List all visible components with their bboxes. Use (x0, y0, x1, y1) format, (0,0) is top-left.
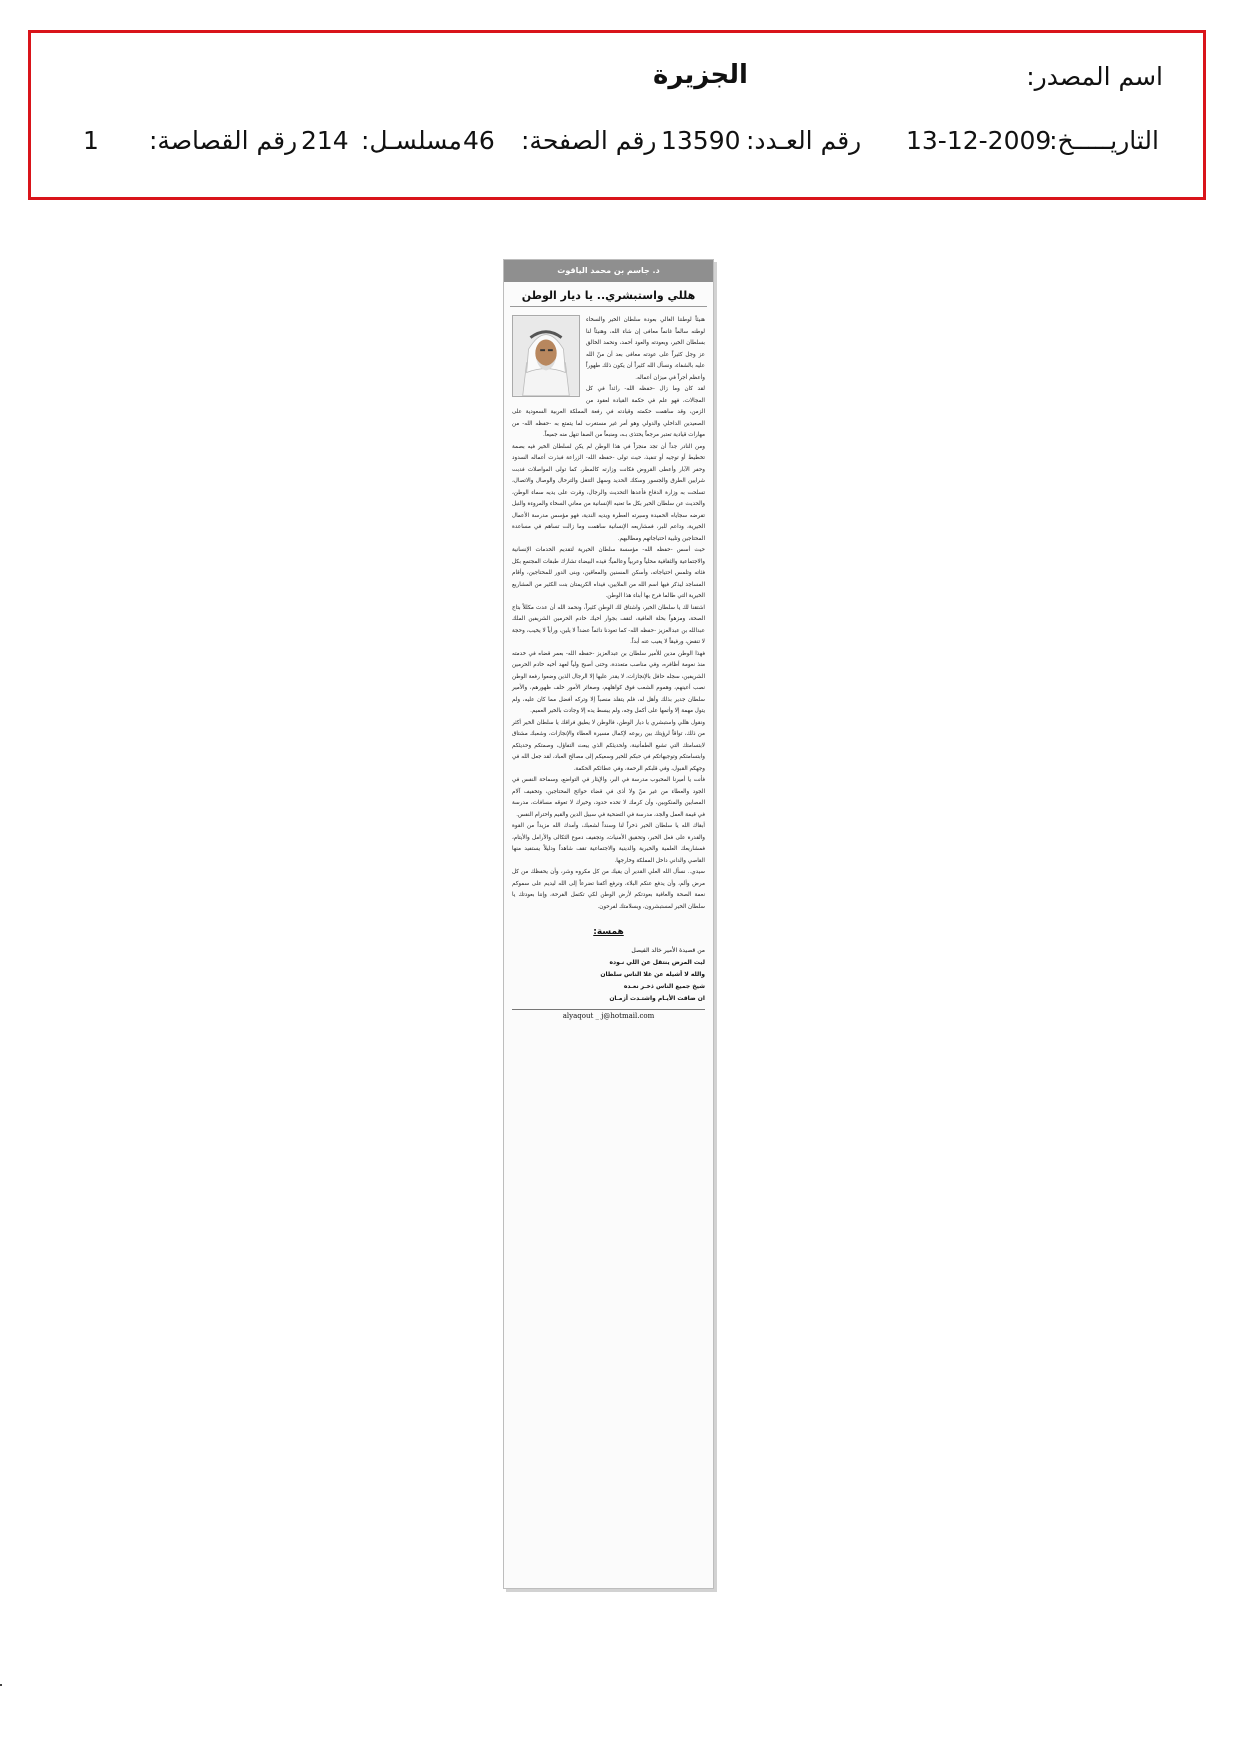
article-title: هللي واستبشري.. يا ديار الوطن (510, 286, 707, 307)
poem-line: ان ضاقت الأيـام واشتـدت أزمـان (609, 995, 705, 1002)
author-byline: د. جاسم بن محمد الياقوت (504, 260, 713, 282)
author-email: alyaqout _ j@hotmail.com (512, 1009, 705, 1020)
newspaper-clipping (503, 259, 714, 1589)
clip-number-value: 1 (83, 126, 99, 155)
serial-label: مسلسـل: (361, 126, 462, 155)
date-value: 13-12-2009 (906, 126, 1052, 155)
article-paragraph: سيدي.. نسأل الله العلي القدير أن يقيك من كل مكروه وشر، وأن يحفظك من كل مرض وألم، وأن يدفع عنكم البلاء، ونرفع أكفنا تضرعاً إلى الله ليديم على سموكم نعمة الصحة والعافية بعودتكم لأرض الوطن لكي تكتمل الفرحة، وإننا بعودتك يا سلطان الخير لمستبشرون، وبسلامتك لفرحون. (512, 869, 705, 910)
poem-intro: من قصيدة الأمير خالد الفيصل (631, 947, 705, 954)
poem-line: شيخ جميع الناس ذخـر نعـده (623, 983, 705, 990)
poem-line: ليت المرض ينتقل عن اللي نـوده (609, 959, 705, 966)
clipping-info-box (28, 30, 1206, 200)
article-paragraph: أبقاك الله يا سلطان الخير ذخراً لنا وسنداً لشعبك، وأمدك الله مزيداً من القوة والقدرة على فعل الخير، وتحقيق الأمنيات، وتجفيف دموع الثكالى والأرامل والأيتام، فمشاريعك العلمية والخيرية والدينية والاجتماعية تقف شاهداً ودليلاً يستفيد منها القاصي والداني داخل المملكة وخارجها. (512, 823, 705, 864)
source-value: الجزيرة (653, 60, 748, 90)
source-label: اسم المصدر: (1026, 62, 1163, 91)
date-label: التاريـــــخ: (1049, 126, 1159, 155)
page-value: 46 (463, 126, 495, 155)
poem-line: والله لا أشيله عن غلا الناس سلطان (600, 971, 705, 978)
issue-label: رقم العـدد: (746, 126, 862, 155)
article-paragraph: حيث أسس -حفظه الله- مؤسسة سلطان الخيرية لتقديم الخدمات الإنسانية والاجتماعية والثقافية محلياً وعربياً وعالمياً؛ فيده البيضاء تشارك طبقات المجتمع بكل فئاته وتلمس احتياجاته، وأسكن المسنين والمعاقين، وبنى الدور للمحتاجين، وأقام المساجد ليذكر فيها اسم الله من الملايين، فيداه الكريمتان بنت الكثير من المشاريع الخيرية التي طالما فرح بها أبناء هذا الوطن. (512, 547, 705, 599)
article-body (504, 307, 713, 1020)
article-paragraph: لقد كان وما زال -حفظه الله- رائداً في كل المجالات، فهو علم في حكمة القيادة لعقود من الزمن، وقد ساهمت حكمته وقيادته في رفعة المملكة العربية السعودية على الصعيدين الداخلي والدولي وهو أمر غير مستغرب لما يتمتع به -حفظه الله- من مهارات قيادية تعتبر مرجعاً يحتذى بـه، ومنبعاً من الصفا تنهل منه جميعاً. (512, 386, 705, 438)
serial-value: 214 (301, 126, 349, 155)
article-paragraph: هنيئاً لوطننا الغالي بعودة سلطان الخير والسخاء لوطنه سالماً غانماً معافى إن شاء الله، وهنيئاً لنا بسلطان الخير، وبعودته والعود أحمد، ونحمد الخالق عز وجل كثيراً على عودته معافى بعد أن منّ الله عليه بالشفاء، ونسأل الله كثيراً أن يكون ذلك طهوراً وأعظم أجراً في ميزان أعماله. (586, 317, 705, 381)
author-photo (512, 315, 580, 397)
article-paragraph: اشتقنا لك يا سلطان الخير، واشتاق لك الوطن كثيراً، ونحمد الله أن عدت مكللاً بتاج الصحة، ومزهواً بحلة العافية، لتقف بجوار أخيك خادم الحرمين الشريفين الملك عبدالله بن عبدالعزيز -حفظه الله- كما تعودنا دائماً عضداً لا يلين، ورأياً لا يخيب، وحجة لا تنقض، ورفيقاً لا يغيب عنه أبداً. (512, 604, 705, 645)
issue-value: 13590 (661, 126, 741, 155)
hamsa-heading: همسة: (593, 927, 624, 937)
page-label: رقم الصفحة: (521, 126, 657, 155)
article-paragraph: ونقول هللي واستبشري يا ديار الوطن، فالوطن لا يطيق فراقك يا سلطان الخير أكثر من ذلك، تواقاً لرؤيتك بين ربوعه لإكمال مسيرة العطاء والإنجازات، وشعبك مشتاق لابتسامتك التي تشيع الطمأنينة، ولحديثكم الذي يبعث التفاؤل، وصمتكم وحديثكم وابتسامتكم وتوجيهاتكم في حبكم للخير وسعيكم إلى مصالح العباد، لقد جعل الله في وجهكم القبول، وفي قلبكم الرحمة، وفي عطائكم الحكمة. (512, 719, 705, 772)
clip-number-label: رقم القصاصة: (149, 126, 298, 155)
article-paragraph: ومن النادر جداً أن تجد منجزاً في هذا الوطن لم يكن لسلطان الخير فيه بصمة تخطيط أو توجيه أو تنفيذ، حيث تولى -حفظه الله- الزراعة فبذرت أعماله السدود وحفر الآبار وأعطى القروض فكانت وزارته كالمطر، كما تولى المواصلات فدبت شرايين الطرق والجسور وسكك الحديد وسهل التنقل والترحال والوصال والاتصال، تسلحت به وزارة الدفاع فأعدها التحديث والرجال، وقرت على يديه سماء الوطن، والحديث عن سلطان الخير بكل ما تعنيه الإنسانية من معاني السخاء والمروءة والنبل تفرضه سجاياه الحميدة وسيرته العطرة ويديه الندية، فهو مؤسس مدرسة الأعمال الخيرية، وداعم للبر، فمشاريعه الإنسانية ساهمت وما زالت تساهم في مساعدة المحتاجين وتلبية احتياجاتهم ومطالبهم. (512, 443, 705, 542)
article-paragraph: فأنت يا أميرنا المحبوب مدرسة في البر، والإيثار في التواضع، وسماحة النفس في الجود والعطاء من غير منّ ولا أذى في قضاء حوائج المحتاجين، وتخفيف آلام المصابين والمنكوبين، وأن كرمك لا تحده حدود، وخيرك لا تعوقه مسافات، مدرسة في قيمة العمل والجد، مدرسة في التضحية في سبيل الدين والقيم واحترام النفس. (512, 777, 705, 818)
scan-speck (0, 1684, 2, 1686)
article-paragraph: فهذا الوطن مدين للأمير سلطان بن عبدالعزيز -حفظه الله- بعمر قضاه في خدمته منذ نعومة أظافره، وفي مناصب متعددة، وحتى أصبح ولياً لعهد أخيه خادم الحرمين الشريفين، سجله حافل بالإنجازات، لا يقدر عليها إلا الرجال الذين وضعوا رفعة الوطن نصب أعينهم، وهموم الشعب فوق كواهلهم، وصغائر الأمور خلف ظهورهم، والأمير سلطان جدير بذلك وأهل له، فلم يتقلد منصباً إلا وتركه أفضل مما كان عليه، ولم يتول مهمة إلا وأتمها على أكمل وجه، ولم يبسط يده إلا وجادت بالخير العميم. (512, 650, 705, 714)
